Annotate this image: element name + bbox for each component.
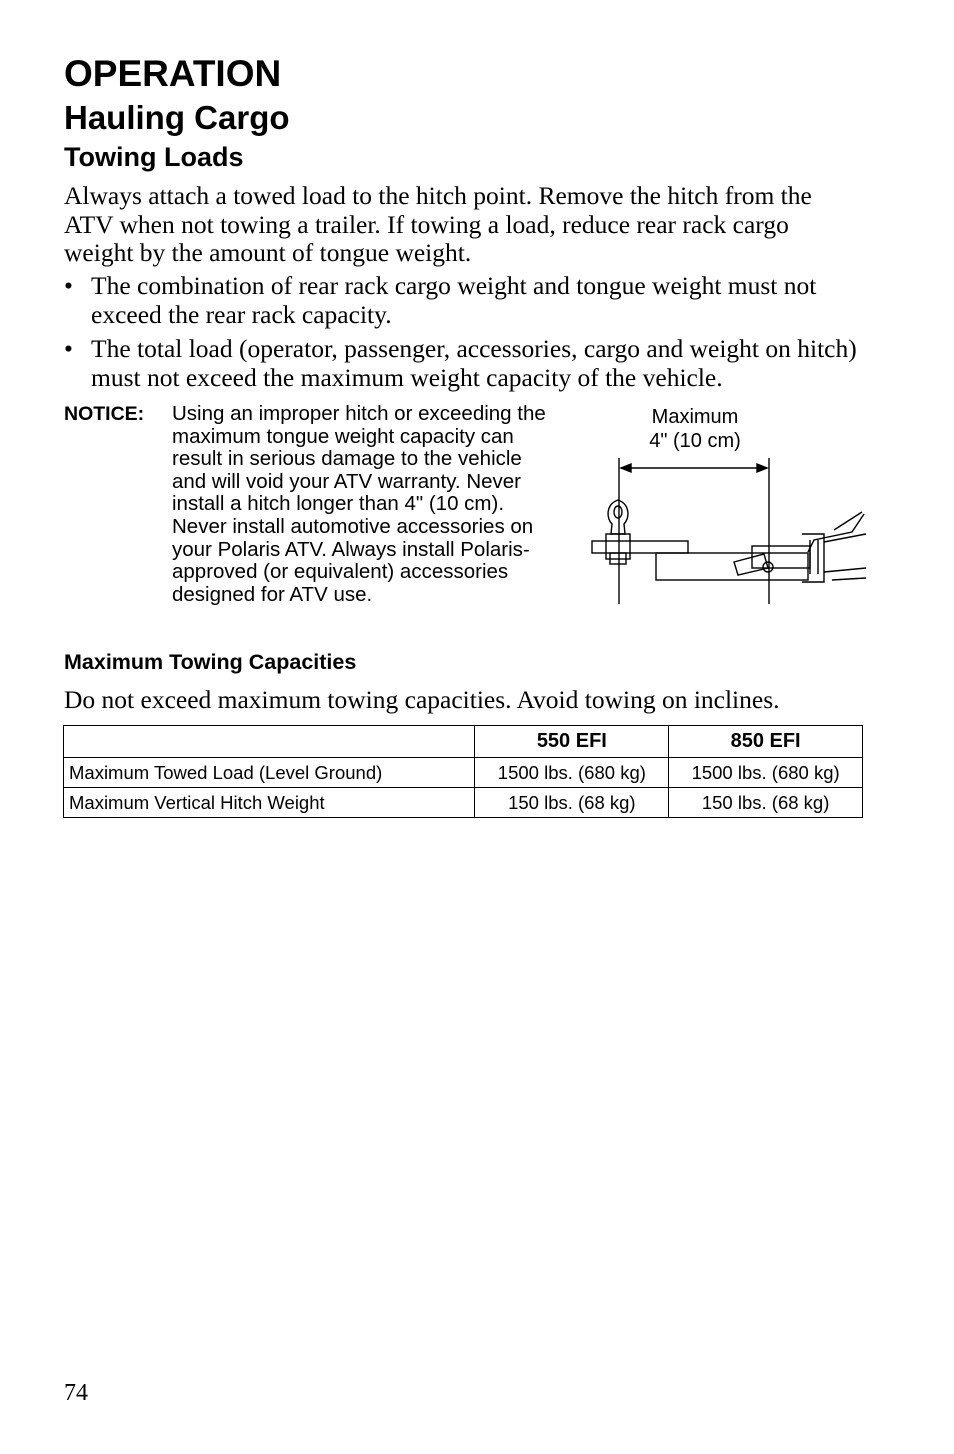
table-cell: Maximum Towed Load (Level Ground) — [64, 758, 475, 788]
list-item-text: The total load (operator, passenger, accessories, cargo and weight on hitch) must not exceed the maximum weight capacity of the vehicle. — [91, 334, 857, 392]
notice-label: NOTICE: — [64, 403, 145, 425]
notice-text: Using an improper hitch or exceeding the maximum tongue weight capacity can result in serious damage to the vehicle and will void your ATV warranty. Never install a hitch longer than 4" (10 cm). Never install automotive accessories on your Polaris ATV. Always install Polaris-approved (or equivalent) accessories designed for ATV use. — [172, 402, 546, 606]
intro-paragraph: Always attach a towed load to the hitch point. Remove the hitch from the ATV when not towing a trailer. If towing a load, reduce rear rack cargo weight by the amount of tongue weight. — [64, 181, 812, 267]
table-row — [64, 758, 863, 788]
table-cell: 150 lbs. (68 kg) — [475, 788, 669, 818]
subsection-title: Towing Loads — [64, 142, 244, 172]
table-cell: 150 lbs. (68 kg) — [669, 788, 863, 818]
table-cell: Maximum Vertical Hitch Weight — [64, 788, 475, 818]
dimension-label-line2: 4" (10 cm) — [649, 429, 741, 452]
page-number: 74 — [64, 1380, 88, 1406]
bullet-icon: • — [64, 271, 73, 300]
towing-capacities-text: Do not exceed maximum towing capacities. Avoid towing on inclines. — [64, 685, 780, 714]
towing-capacities-heading: Maximum Towing Capacities — [64, 650, 357, 674]
towing-capacities-table — [63, 725, 863, 818]
bullet-list — [64, 272, 864, 398]
bullet-icon: • — [64, 334, 73, 363]
dimension-label-line1: Maximum — [651, 406, 739, 428]
table-header-cell: 850 EFI — [669, 726, 863, 758]
table-cell: 1500 lbs. (680 kg) — [669, 758, 863, 788]
list-item — [64, 272, 864, 329]
table-header-cell: 550 EFI — [475, 726, 669, 758]
page-title: Hauling Cargo — [64, 99, 290, 136]
list-item-text: The combination of rear rack cargo weight and tongue weight must not exceed the rear rack capacity. — [91, 271, 817, 329]
table-header-row — [64, 726, 863, 758]
section-title: OPERATION — [64, 53, 282, 94]
hitch-diagram — [584, 402, 866, 612]
table-row — [64, 788, 863, 818]
dimension-label — [614, 406, 776, 453]
list-item — [64, 335, 864, 392]
table-header-cell — [64, 726, 475, 758]
table-cell: 1500 lbs. (680 kg) — [475, 758, 669, 788]
